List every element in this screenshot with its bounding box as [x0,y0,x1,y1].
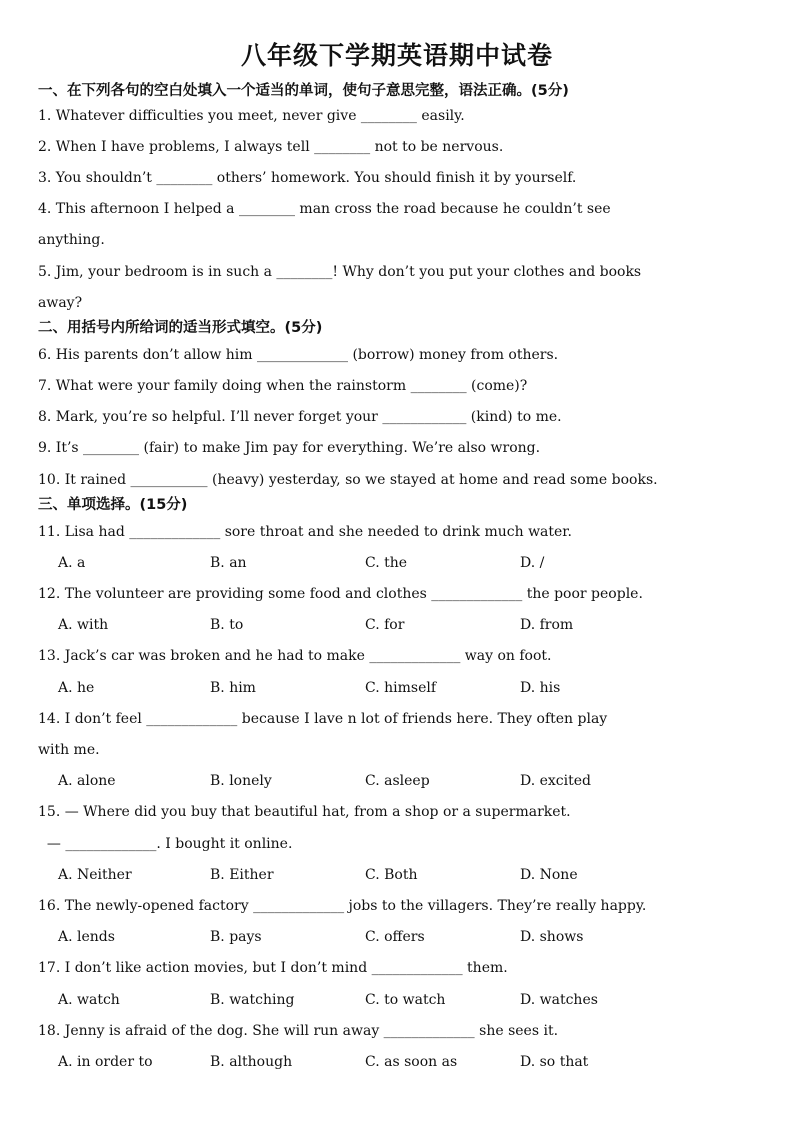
options-row [58,548,758,579]
option-d: D. so that [520,1054,589,1070]
option-c: C. asleep [365,773,430,789]
question-stem-continued: — _____________. I bought it online. [38,836,293,852]
options-row [58,673,758,704]
options-row [58,610,758,641]
question-stem: 18. Jenny is afraid of the dog. She will run away _____________ she sees it. [38,1023,559,1039]
question-stem: 15. — Where did you buy that beautiful hat, from a shop or a supermarket. [38,804,571,820]
question-stem: 17. I don’t like action movies, but I don’t mind _____________ them. [38,960,508,976]
question-stem: 12. The volunteer are providing some food and clothes _____________ the poor people. [38,586,643,602]
option-b: B. pays [210,929,262,945]
section-heading-multiple-choice: 三、单项选择。(15分) [38,497,188,513]
option-c: C. Both [365,867,418,883]
option-d: D. None [520,867,578,883]
question-line: 5. Jim, your bedroom is in such a ________! Why don’t you put your clothes and books [38,264,642,280]
question-line: anything. [38,232,105,248]
option-b: B. Either [210,867,274,883]
question-line: 4. This afternoon I helped a ________ man cross the road because he couldn’t see [38,201,611,217]
option-b: B. watching [210,992,295,1008]
option-b: B. lonely [210,773,272,789]
option-d: D. shows [520,929,584,945]
section-heading-fill-blank: 一、在下列各句的空白处填入一个适当的单词，使句子意思完整，语法正确。(5分) [38,83,569,99]
question-line: 9. It’s ________ (fair) to make Jim pay for everything. We’re also wrong. [38,440,541,456]
question-line: away? [38,295,83,311]
option-d: D. watches [520,992,598,1008]
option-a: A. with [58,617,109,633]
question-stem: 11. Lisa had _____________ sore throat and she needed to drink much water. [38,524,572,540]
option-c: C. the [365,555,408,571]
option-b: B. him [210,680,256,696]
question-line: 3. You shouldn’t ________ others’ homework. You should finish it by yourself. [38,170,577,186]
option-a: A. Neither [58,867,132,883]
question-stem-continued: with me. [38,742,100,758]
options-row [58,922,758,953]
option-c: C. to watch [365,992,446,1008]
question-line: 8. Mark, you’re so helpful. I’ll never forget your ____________ (kind) to me. [38,409,562,425]
option-a: A. he [58,680,95,696]
option-c: C. himself [365,680,437,696]
question-line: 2. When I have problems, I always tell ________ not to be nervous. [38,139,504,155]
question-stem: 16. The newly-opened factory _____________ jobs to the villagers. They’re really happy. [38,898,647,914]
question-line: 7. What were your family doing when the rainstorm ________ (come)? [38,378,528,394]
option-b: B. an [210,555,247,571]
option-c: C. offers [365,929,425,945]
question-line: 6. His parents don’t allow him _____________ (borrow) money from others. [38,347,559,363]
option-d: D. from [520,617,574,633]
question-line: 10. It rained ___________ (heavy) yesterday, so we stayed at home and read some books. [38,472,658,488]
option-b: B. although [210,1054,293,1070]
question-stem: 14. I don’t feel _____________ because I lave n lot of friends here. They often play [38,711,608,727]
question-line: 1. Whatever difficulties you meet, never give ________ easily. [38,108,465,124]
option-a: A. watch [58,992,120,1008]
options-row [58,985,758,1016]
option-a: A. alone [58,773,116,789]
option-c: C. as soon as [365,1054,458,1070]
option-a: A. a [58,555,86,571]
option-a: A. lends [58,929,115,945]
option-d: D. excited [520,773,591,789]
page-title: 八年级下学期英语期中试卷 [240,41,553,70]
options-row [58,1047,758,1078]
option-b: B. to [210,617,244,633]
question-stem: 13. Jack’s car was broken and he had to make _____________ way on foot. [38,648,552,664]
option-a: A. in order to [58,1054,153,1070]
options-row [58,766,758,797]
options-row [58,860,758,891]
option-d: D. his [520,680,561,696]
option-d: D. / [520,555,545,571]
section-heading-word-forms: 二、用括号内所给词的适当形式填空。(5分) [38,320,323,336]
option-c: C. for [365,617,405,633]
